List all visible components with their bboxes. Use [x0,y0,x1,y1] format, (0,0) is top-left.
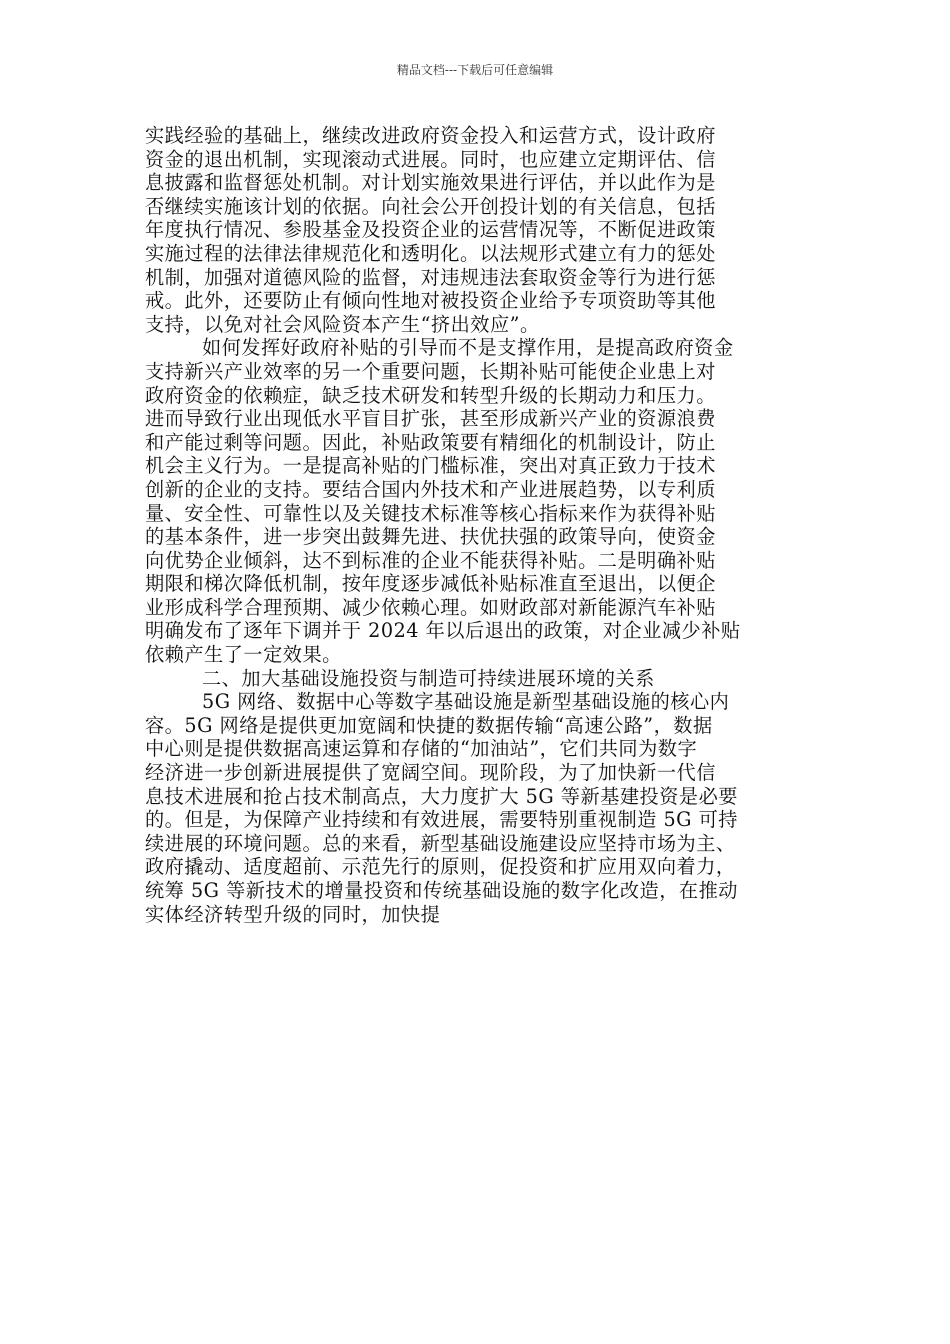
text-line: 息技术进展和抢占技术制高点，大力度扩大 5G 等新基建投资是必要 [145,784,738,808]
text-line: 经济进一步创新进展提供了宽阔空间。现阶段，为了加快新一代信 [145,761,716,785]
text-line: 政府资金的依赖症，缺乏技术研发和转型升级的长期动力和压力。 [145,383,716,407]
text-line: 量、安全性、可靠性以及关键技术标准等核心指标来作为获得补贴 [145,501,716,525]
text-line: 息披露和监督惩处机制。对计划实施效果进行评估，并以此作为是 [145,171,716,195]
text-line: 如何发挥好政府补贴的引导而不是支撑作用，是提高政府资金 [202,336,734,360]
page-header: 精品文档---下载后可任意编辑 [396,63,554,77]
text-line: 年度执行情况、参股基金及投资企业的运营情况等，不断促进政策 [145,218,716,242]
text-line: 二、加大基础设施投资与制造可持续进展环境的关系 [202,666,655,690]
text-line: 政府撬动、适度超前、示范先行的原则，促投资和扩应用双向着力， [145,855,736,879]
text-line: 支持新兴产业效率的另一个重要问题，长期补贴可能使企业患上对 [145,359,716,383]
text-line: 容。5G 网络是提供更加宽阔和快捷的数据传输“高速公路”，数据 [145,713,713,737]
text-line: 期限和梯次降低机制，按年度逐步减低补贴标准直至退出，以便企 [145,572,716,596]
text-line: 的。但是，为保障产业持续和有效进展，需要特别重视制造 5G 可持 [145,808,738,832]
text-line: 实施过程的法律法律规范化和透明化。以法规形式建立有力的惩处 [145,241,716,265]
text-line: 戒。此外，还要防止有倾向性地对被投资企业给予专项资助等其他 [145,289,716,313]
text-line: 中心则是提供数据高速运算和存储的“加油站”，它们共同为数字 [145,737,698,761]
text-line: 否继续实施该计划的依据。向社会公开创投计划的有关信息，包括 [145,194,716,218]
text-line: 支持，以免对社会风险资本产生“挤出效应”。 [145,312,540,336]
text-line: 进而导致行业出现低水平盲目扩张，甚至形成新兴产业的资源浪费 [145,407,716,431]
text-line: 机制，加强对道德风险的监督，对违规违法套取资金等行为进行惩 [145,265,716,289]
text-line: 机会主义行为。一是提高补贴的门槛标准，突出对真正致力于技术 [145,454,716,478]
text-line: 创新的企业的支持。要结合国内外技术和产业进展趋势，以专利质 [145,477,716,501]
text-line: 资金的退出机制，实现滚动式进展。同时，也应建立定期评估、信 [145,147,716,171]
text-line: 依赖产生了一定效果。 [145,643,342,667]
text-line: 和产能过剩等问题。因此，补贴政策要有精细化的机制设计，防止 [145,430,716,454]
text-line: 5G 网络、数据中心等数字基础设施是新型基础设施的核心内 [202,690,730,714]
text-line: 续进展的环境问题。总的来看，新型基础设施建设应坚持市场为主、 [145,831,736,855]
document-body [145,124,810,926]
text-line: 实践经验的基础上，继续改进政府资金投入和运营方式，设计政府 [145,124,716,147]
text-line: 向优势企业倾斜，达不到标准的企业不能获得补贴。二是明确补贴 [145,548,716,572]
text-line: 的基本条件，进一步突出鼓舞先进、扶优扶强的政策导向，使资金 [145,525,716,549]
text-line: 业形成科学合理预期、减少依赖心理。如财政部对新能源汽车补贴 [145,595,716,619]
text-line: 实体经济转型升级的同时，加快提 [145,902,441,926]
text-line: 统筹 5G 等新技术的增量投资和传统基础设施的数字化改造，在推动 [145,879,738,902]
text-line: 明确发布了逐年下调并于 2024 年以后退出的政策，对企业减少补贴 [145,619,741,643]
